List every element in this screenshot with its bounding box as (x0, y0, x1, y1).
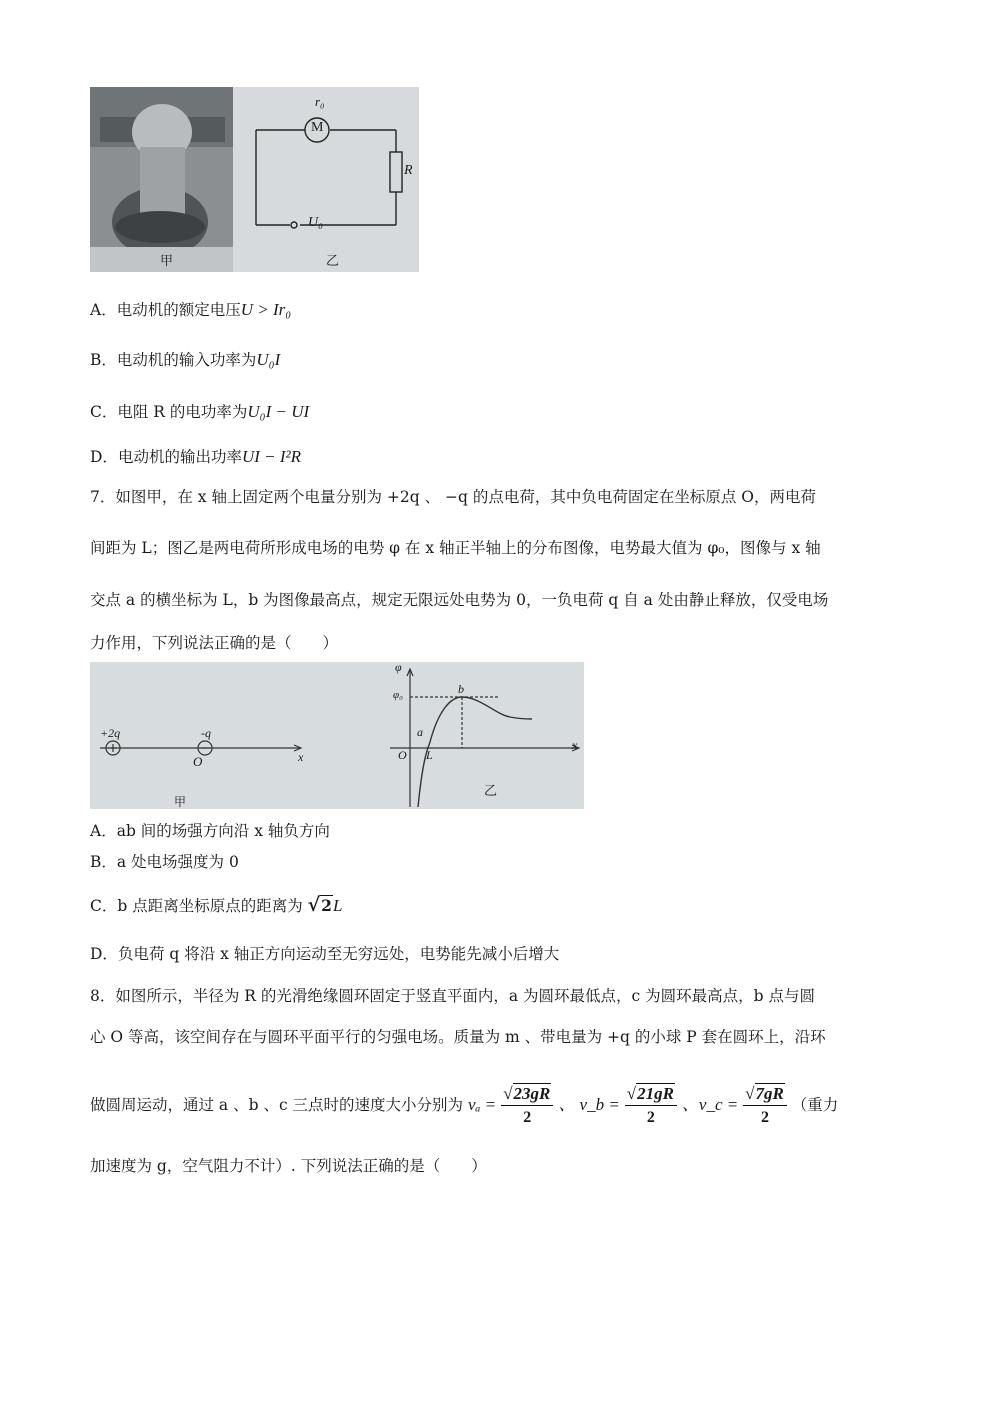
q6-option-c: C．电阻 R 的电功率为U₀I − UI (90, 402, 310, 421)
q7-line-3: 交点 a 的横坐标为 L，b 为图像最高点，规定无限远处电势为 0，一负电荷 q 自 a 处由静止释放，仅受电场 (90, 591, 829, 609)
motor-circuit-svg (90, 87, 419, 272)
q6-option-a: A．电动机的额定电压U > Ir₀ (90, 300, 292, 319)
q8-line-4: 加速度为 g，空气阻力不计）. 下列说法正确的是（ ） (90, 1157, 487, 1175)
q7-option-b: B．a 处电场强度为 0 (90, 853, 239, 871)
q7-option-a: A．ab 间的场强方向沿 x 轴负方向 (90, 822, 330, 840)
figure2-left-label: 甲 (174, 795, 187, 809)
figure2-right-label: 乙 (484, 784, 498, 799)
q6-option-b: B．电动机的输入功率为U₀I (90, 350, 281, 369)
motor-symbol: M (311, 120, 324, 135)
q7-option-c: C．b 点距离坐标原点的距离为 √2L (90, 894, 343, 916)
resistor-label: R (404, 163, 413, 178)
circuit-wires (256, 118, 402, 228)
phi-axis-label: φ (395, 660, 402, 674)
q8-line-2: 心 O 等高，该空间存在与圆环平面平行的匀强电场。质量为 m 、带电量为 +q 的小球 P 套在圆环上，沿环 (90, 1028, 826, 1046)
potential-curve (418, 697, 532, 807)
origin-label: O (193, 754, 203, 769)
q7-line-2: 间距为 L；图乙是两电荷所形成电场的电势 φ 在 x 轴正半轴上的分布图像，电势最大值为 φ₀，图像与 x 轴 (90, 539, 821, 557)
q7-option-d: D．负电荷 q 将沿 x 轴正方向运动至无穷远处，电势能先减小后增大 (90, 945, 560, 963)
resistor-icon (390, 152, 402, 192)
vb-fraction: $\frac{√21gR}{2}$ (625, 1084, 677, 1128)
figure-motor-circuit (90, 87, 419, 272)
point-a-label: a (417, 725, 423, 739)
figure-potential (90, 662, 584, 809)
vc-label: 、v_c = (681, 1095, 739, 1114)
q8-line-1: 8．如图所示，半径为 R 的光滑绝缘圆环固定于竖直平面内，a 为圆环最低点，c 为圆环最高点，b 点与圆 (90, 987, 816, 1005)
voltage-label: U₀ (308, 215, 323, 230)
q6-option-d: D．电动机的输出功率UI − I²R (90, 447, 302, 466)
phi0-label: φ₀ (393, 689, 403, 701)
q8-line-3: 做圆周运动，通过 a 、b 、c 三点时的速度大小分别为 vₐ = $\frac{√23gR}{2}$ 、 v_b = $\frac{√21gR}{2}$ 、v_c = $\frac{√7gR}{2}$ （重力 (90, 1084, 839, 1126)
point-b-label: b (458, 682, 464, 696)
vb-label: 、 v_b = (558, 1095, 620, 1114)
q7-line-4: 力作用，下列说法正确的是（ ） (90, 634, 339, 652)
q7-line-1: 7．如图甲，在 x 轴上固定两个电量分别为 +2q 、 −q 的点电荷，其中负电荷固定在坐标原点 O，两电荷 (90, 488, 816, 506)
figure1-left-label: 甲 (160, 254, 174, 269)
va-fraction: $\frac{√23gR}{2}$ (501, 1084, 553, 1128)
charge2-label: -q (201, 726, 211, 740)
sqrt-radicand: 2 (321, 896, 332, 915)
origin2-label: O (398, 748, 407, 762)
charge1-label: +2q (100, 726, 121, 740)
point-L-label: L (426, 748, 433, 762)
x-axis-label-right: x (572, 738, 578, 752)
vc-fraction: $\frac{√7gR}{2}$ (743, 1084, 787, 1128)
figure1-right-label: 乙 (326, 254, 340, 269)
x-axis-label-left: x (298, 750, 304, 764)
motor-resistance-label: r₀ (315, 94, 325, 109)
va-label: vₐ = (468, 1095, 497, 1114)
potential-svg (90, 662, 584, 809)
